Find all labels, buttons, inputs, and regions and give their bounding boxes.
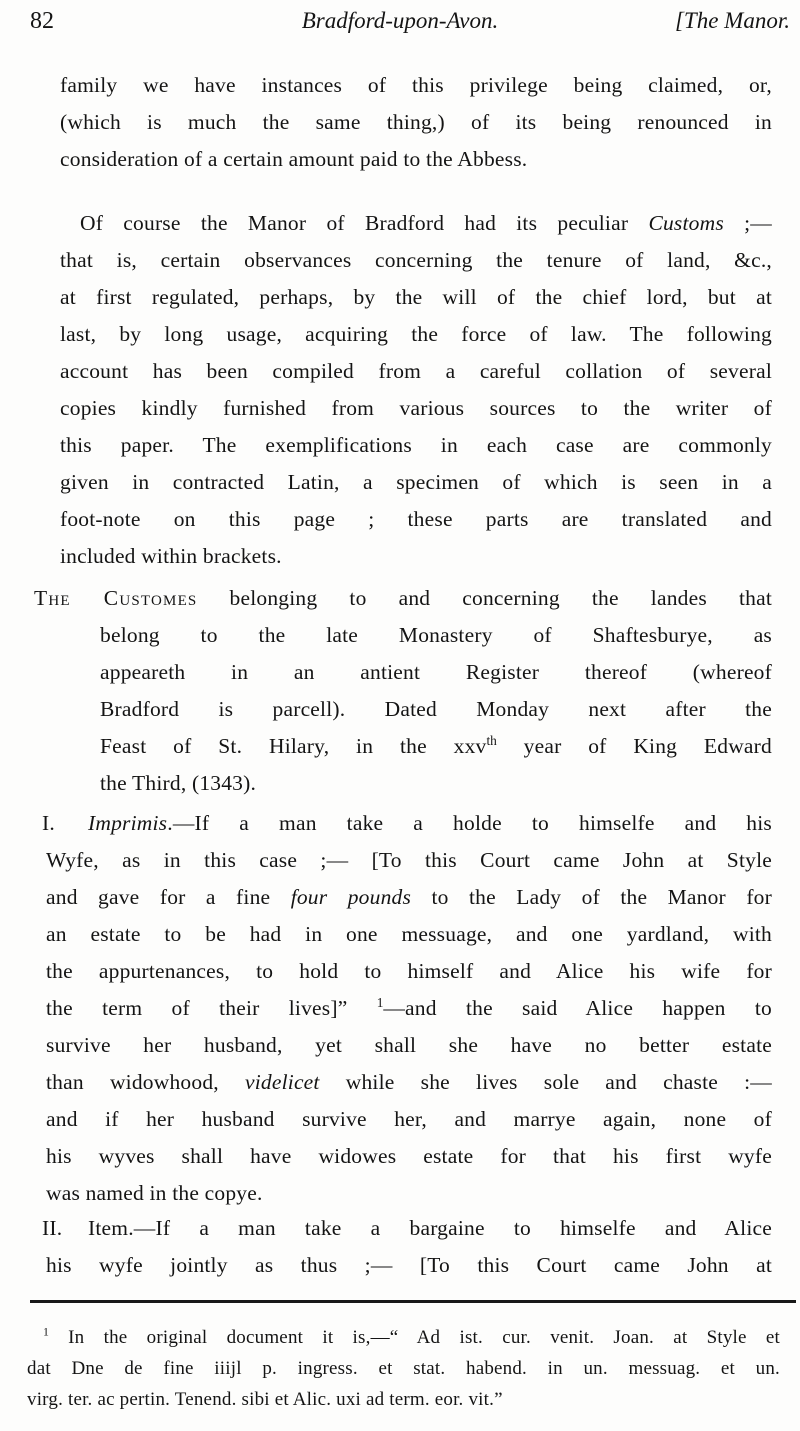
item-number: II.: [42, 1216, 63, 1240]
text-line: his wyves shall have widowes estate for that his first wyfe: [46, 1144, 772, 1168]
text-line: the term of their lives]” $^1$—and the said Alice happen to: [46, 994, 772, 1020]
paragraph-customs-intro: [60, 205, 772, 575]
text-line: copies kindly furnished from various sources to the writer of: [60, 396, 772, 420]
text-line: an estate to be had in one messuage, and one yardland, with: [46, 922, 772, 946]
text-line: the Third, (1343).: [100, 771, 257, 795]
text-line: last, by long usage, acquiring the force of law. The following: [60, 322, 772, 346]
text-line: (which is much the same thing,) of its being renounced in: [60, 110, 772, 134]
text-line: given in contracted Latin, a specimen of which is seen in a: [60, 470, 772, 494]
text-line: I. Imprimis.—If a man take a holde to himselfe and his: [42, 805, 772, 842]
custom-item-2: [42, 1210, 772, 1284]
text-line: family we have instances of this privilege being claimed, or,: [60, 73, 772, 97]
section-title: [The Manor.: [674, 8, 790, 33]
footnote-rule: [30, 1300, 796, 1303]
text-line: The Customes belonging to and concerning the landes that: [34, 586, 772, 610]
running-title: Bradford-upon-Avon.: [301, 8, 499, 33]
page-number: 82: [30, 8, 54, 34]
text-line: his wyfe jointly as thus ;— [To this Court came John at: [46, 1253, 772, 1277]
text-line: than widowhood, videlicet while she lives sole and chaste :—: [46, 1070, 772, 1094]
text-line: Wyfe, as in this case ;— [To this Court came John at Style: [46, 848, 772, 872]
text-line: included within brackets.: [60, 544, 282, 568]
text-line: appeareth in an antient Register thereof (whereof: [100, 660, 772, 684]
footnote: [27, 1322, 780, 1415]
item-number: I.: [42, 811, 55, 835]
text-line: virg. ter. ac pertin. Tenend. sibi et Alic. uxi ad term. eor. vit.”: [27, 1389, 503, 1410]
text-line: was named in the copye.: [46, 1181, 263, 1205]
text-line: that is, certain observances concerning the tenure of land, &c.,: [60, 248, 772, 272]
text-line: Feast of St. Hilary, in the xxv$^{th}$ year of King Edward: [100, 732, 772, 758]
text-line: account has been compiled from a careful collation of several: [60, 359, 772, 383]
customes-heading-block: [34, 580, 772, 802]
text-line: Of course the Manor of Bradford had its peculiar Customs ;—: [80, 211, 773, 235]
text-line: belong to the late Monastery of Shaftesburye, as: [100, 623, 772, 647]
text-line: the appurtenances, to hold to himself and Alice his wife for: [46, 959, 772, 983]
paragraph-privilege: [60, 67, 772, 178]
text-line: II. Item.—If a man take a bargaine to himselfe and Alice: [42, 1210, 772, 1247]
custom-item-1: [42, 805, 772, 1212]
text-line: $^1$ In the original document it is,—“ Ad ist. cur. venit. Joan. at Style et: [43, 1325, 780, 1348]
text-line: and if her husband survive her, and marrye again, none of: [46, 1107, 772, 1131]
text-line: survive her husband, yet shall she have no better estate: [46, 1033, 772, 1057]
text-line: consideration of a certain amount paid to the Abbess.: [60, 147, 528, 171]
text-line: dat Dne de fine iiijl p. ingress. et stat. habend. in un. messuag. et un.: [27, 1358, 780, 1379]
text-line: Bradford is parcell). Dated Monday next after the: [100, 697, 772, 721]
text-line: and gave for a fine four pounds to the Lady of the Manor for: [46, 885, 772, 909]
text-line: foot-note on this page ; these parts are translated and: [60, 507, 772, 531]
running-header: [0, 8, 800, 42]
text-line: this paper. The exemplifications in each case are commonly: [60, 433, 772, 457]
text-line: at first regulated, perhaps, by the will of the chief lord, but at: [60, 285, 772, 309]
